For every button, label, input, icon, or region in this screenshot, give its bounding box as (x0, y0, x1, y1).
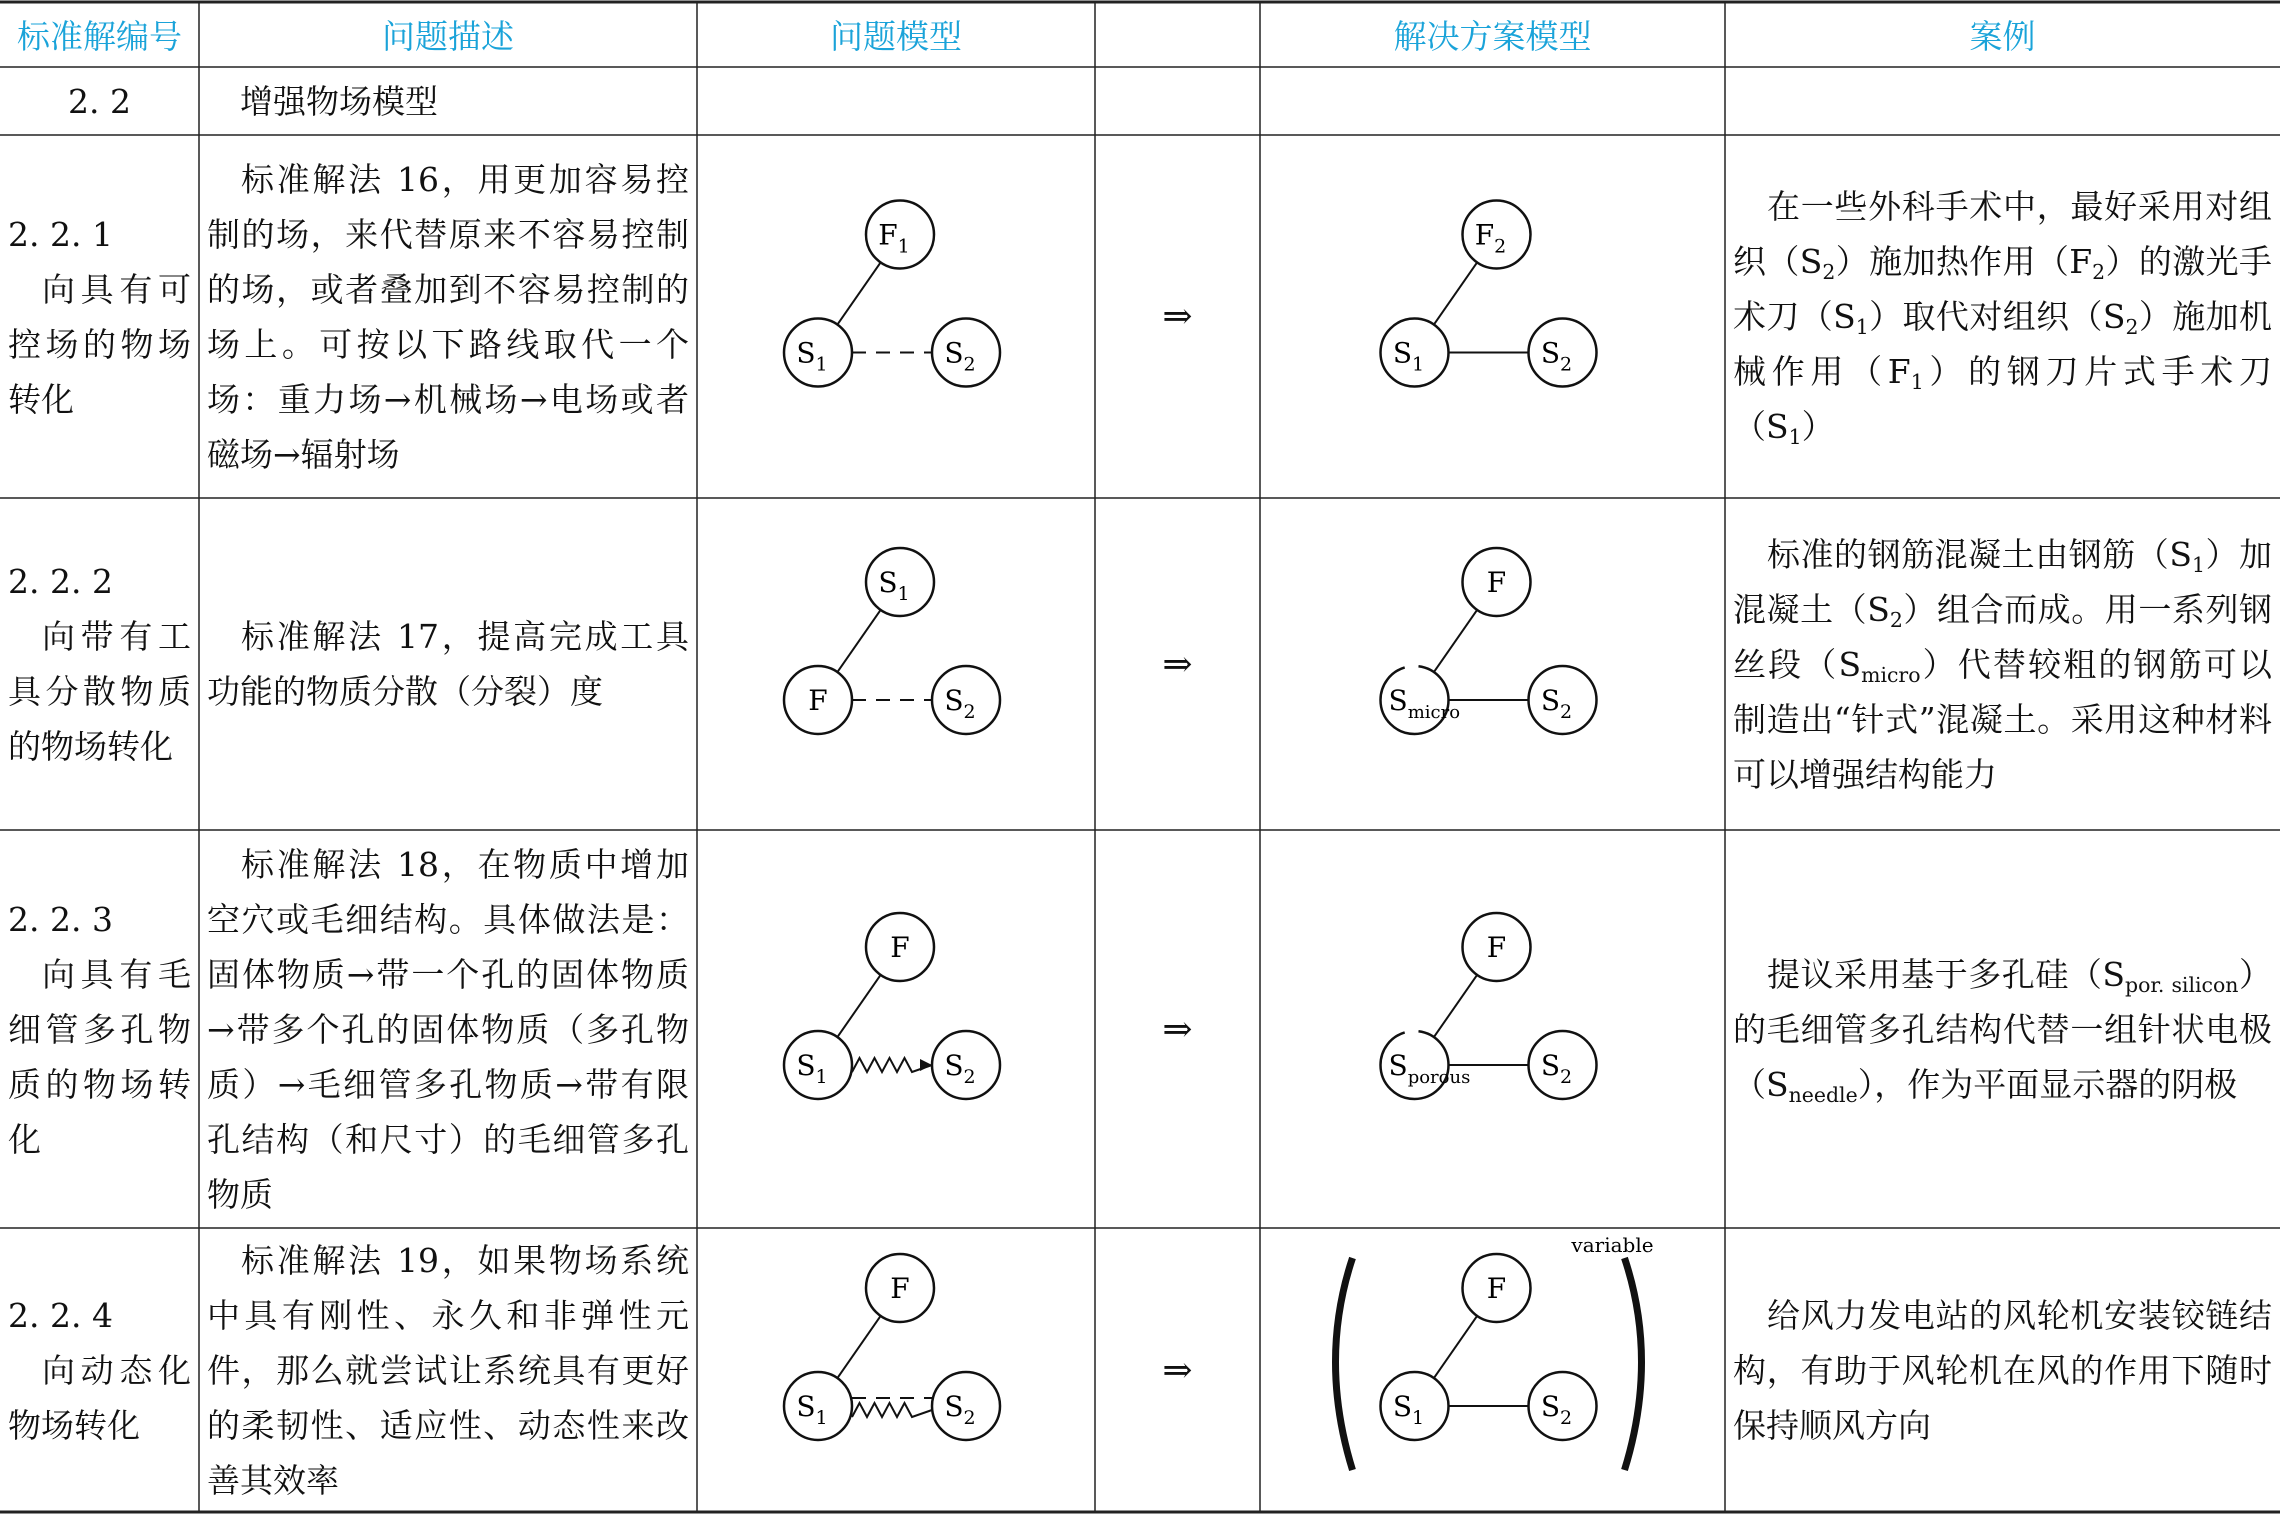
problem-model-diagram (697, 830, 1095, 1228)
example-subscript: 1 (1855, 315, 1869, 340)
top-node-label (1487, 931, 1506, 964)
field-link (837, 975, 880, 1037)
field-link (837, 610, 880, 672)
top-node-label-letter: F (1474, 218, 1495, 252)
example-segment: ）施加机械作用（F (1733, 297, 2273, 391)
example-segment: ） (1801, 407, 1835, 446)
row-code-cell (8, 135, 191, 498)
example-segment: ）的激光手术刀（S (1733, 242, 2273, 336)
example-text (1733, 1228, 2272, 1512)
solution-number: 2. 2. 1 (8, 214, 113, 254)
problem-model-diagram (697, 498, 1095, 830)
right-node-label-subscript: 2 (1560, 701, 1573, 723)
top-node-label (1487, 566, 1506, 599)
arrow-head (920, 1059, 932, 1071)
top-node-label (890, 931, 909, 964)
solution-number: 2. 2. 3 (8, 899, 113, 939)
example-subscript: 1 (2191, 552, 2205, 577)
top-node-label-subscript: 2 (1494, 235, 1507, 258)
solution-name: 向具有毛细管多孔物质的物场转化 (8, 954, 191, 1159)
row-code-cell (8, 1228, 191, 1512)
top-node-label-letter: F (890, 931, 910, 964)
left-node-label-letter: S (1392, 336, 1413, 370)
top-node-label-subscript: 1 (897, 583, 910, 605)
zigzag-link (852, 1403, 932, 1417)
top-node-label-letter: F (1486, 1272, 1507, 1305)
right-node-label-letter: S (944, 1390, 964, 1423)
right-node-label-letter: S (1540, 336, 1561, 370)
right-node-label-subscript: 2 (963, 1407, 976, 1429)
field-link (1434, 610, 1477, 672)
right-bracket (1625, 1258, 1642, 1470)
example-text (1733, 498, 2272, 830)
right-node-label-subscript: 2 (963, 1066, 976, 1088)
example-segment: ）施加热作用（F (1835, 242, 2093, 281)
right-node-circle (932, 319, 1000, 387)
top-node-label-letter: F (890, 1272, 910, 1305)
example-subscript: micro (1861, 662, 1921, 687)
example-subscript: 2 (1889, 607, 1903, 632)
header-example: 案例 (1969, 17, 2036, 56)
header-solution-model: 解决方案模型 (1393, 17, 1592, 56)
left-node-label-subscript: 1 (815, 353, 828, 376)
right-node-label-subscript: 2 (1560, 1066, 1573, 1088)
example-segment: ），作为平面显示器的阴极 (1857, 1064, 2238, 1104)
field-link (837, 262, 880, 324)
example-subscript: por. silicon (2125, 972, 2239, 997)
example-segment: 标准的钢筋混凝土由钢筋（S (1767, 534, 2192, 574)
right-node-label-letter: S (944, 336, 964, 370)
example-subscript: needle (1788, 1082, 1858, 1107)
example-subscript: 1 (1788, 425, 1802, 450)
right-node-circle (932, 666, 1000, 734)
header-problem-model: 问题模型 (830, 17, 962, 56)
right-node-label-letter: S (1540, 1049, 1561, 1082)
section-title: 增强物场模型 (240, 81, 438, 121)
left-node-circle (1381, 1372, 1449, 1440)
field-link (1434, 975, 1477, 1037)
right-node-label-letter: S (944, 1049, 964, 1082)
field-link (1434, 262, 1477, 324)
left-node-label-subscript: porous (1407, 1067, 1471, 1088)
example-segment: ）的毛细管多孔结构代替一组针状电极（S (1733, 954, 2272, 1104)
right-node-label-subscript: 2 (1560, 353, 1573, 376)
solution-model-diagram (1260, 498, 1725, 830)
right-node-label-subscript: 2 (963, 701, 976, 723)
problem-description: 标准解法 18，在物质中增加空穴或毛细结构。具体做法是：固体物质→带一个孔的固体物质→带多个孔的固体物质（多孔物质）→毛细管多孔物质→带有限孔结构（和尺寸）的毛细管多孔物质 (207, 844, 689, 1214)
example-subscript: 1 (1910, 370, 1924, 395)
right-node-label-letter: S (1540, 684, 1561, 717)
top-node-label-subscript: 1 (897, 235, 910, 258)
top-node-circle (1463, 201, 1531, 269)
header-description: 问题描述 (382, 17, 514, 56)
left-node-label-letter: F (808, 684, 828, 717)
transform-arrow: ⇒ (1162, 296, 1193, 337)
example-segment: ）代替较粗的钢筋可以制造出“针式”混凝土。采用这种材料可以增强结构能力 (1733, 644, 2273, 794)
section-code: 2. 2 (68, 81, 131, 121)
left-bracket (1336, 1258, 1353, 1470)
left-node-label-letter: S (796, 1049, 816, 1082)
field-link (1434, 1316, 1477, 1378)
top-node-label (890, 1272, 909, 1305)
left-node-circle (1381, 319, 1449, 387)
example-text (1733, 830, 2272, 1228)
left-node-label-letter: S (1392, 1390, 1413, 1423)
solution-name: 向带有工具分散物质的物场转化 (8, 617, 191, 766)
solution-number: 2. 2. 4 (8, 1295, 113, 1335)
example-subscript: 2 (2092, 260, 2106, 285)
right-node-circle (1529, 319, 1597, 387)
right-node-label-subscript: 2 (963, 353, 976, 376)
example-segment: 给风力发电站的风轮机安装铰链结构，有助于风轮机在风的作用下随时保持顺风方向 (1733, 1295, 2272, 1445)
header-code: 标准解编号 (17, 17, 182, 56)
problem-description: 标准解法 16，用更加容易控制的场，来代替原来不容易控制的场，或者叠加到不容易控制的场上。可按以下路线取代一个场：重力场→机械场→电场或者磁场→辐射场 (207, 159, 689, 474)
left-node-label-subscript: 1 (815, 1066, 828, 1088)
field-link (837, 1316, 880, 1378)
top-node-label (1487, 1272, 1506, 1305)
right-node-circle (1529, 1372, 1597, 1440)
example-segment: ）的钢刀片式手术刀（S (1733, 352, 2273, 446)
example-subscript: 2 (1822, 260, 1836, 285)
problem-model-diagram (697, 1228, 1095, 1512)
example-segment: ）组合而成。用一系列钢丝段（S (1733, 589, 2273, 684)
left-node-label (808, 684, 827, 717)
transform-arrow: ⇒ (1162, 643, 1193, 685)
solution-model-diagram (1260, 1228, 1725, 1512)
problem-description: 标准解法 17，提高完成工具功能的物质分散（分裂）度 (207, 617, 689, 711)
example-segment: 在一些外科手术中，最好采用对组织（S (1733, 187, 2272, 281)
right-node-label-letter: S (944, 684, 964, 717)
solution-name: 向具有可控场的物场转化 (8, 269, 191, 419)
solution-model-diagram (1260, 830, 1725, 1228)
right-node-label-subscript: 2 (1560, 1407, 1573, 1429)
left-node-label-letter: S (1388, 1049, 1408, 1082)
right-node-circle (1529, 666, 1597, 734)
top-node-circle (866, 548, 934, 616)
right-node-circle (932, 1372, 1000, 1440)
solution-name: 向动态化物场转化 (8, 1350, 191, 1445)
top-node-circle (866, 201, 934, 269)
top-node-label-letter: S (878, 566, 898, 599)
variable-label: variable (1571, 1233, 1654, 1257)
top-node-label-letter: F (878, 218, 898, 252)
left-node-label-subscript: 1 (1412, 1407, 1425, 1429)
left-node-label-letter: S (1388, 684, 1408, 717)
left-node-label-subscript: micro (1407, 702, 1461, 723)
row-code-cell (8, 498, 191, 830)
right-node-circle (1529, 1031, 1597, 1099)
left-node-circle (784, 319, 852, 387)
problem-model-diagram (697, 135, 1095, 498)
transform-arrow: ⇒ (1162, 1008, 1193, 1050)
right-node-circle (932, 1031, 1000, 1099)
left-node-label-letter: S (796, 1390, 816, 1423)
solution-number: 2. 2. 2 (8, 562, 113, 601)
example-segment: 提议采用基于多孔硅（S (1767, 954, 2125, 994)
transform-arrow: ⇒ (1162, 1349, 1193, 1391)
left-node-circle (784, 1031, 852, 1099)
left-node-label-letter: S (796, 336, 816, 370)
top-node-label-letter: F (1486, 931, 1507, 964)
example-subscript: 2 (2125, 315, 2139, 340)
left-node-label-subscript: 1 (1412, 353, 1425, 376)
top-node-label-letter: F (1486, 566, 1507, 599)
example-segment: ）取代对组织（S (1868, 297, 2126, 336)
left-node-circle (784, 1372, 852, 1440)
right-node-label-letter: S (1540, 1390, 1561, 1423)
row-code-cell (8, 830, 191, 1228)
left-node-label-subscript: 1 (815, 1407, 828, 1429)
example-text (1733, 135, 2272, 498)
problem-description: 标准解法 19，如果物场系统中具有刚性、永久和非弹性元件，那么就尝试让系统具有更好的柔韧性、适应性、动态性来改善其效率 (207, 1240, 689, 1500)
solution-model-diagram (1260, 135, 1725, 498)
example-segment: ）加混凝土（S (1733, 534, 2273, 629)
